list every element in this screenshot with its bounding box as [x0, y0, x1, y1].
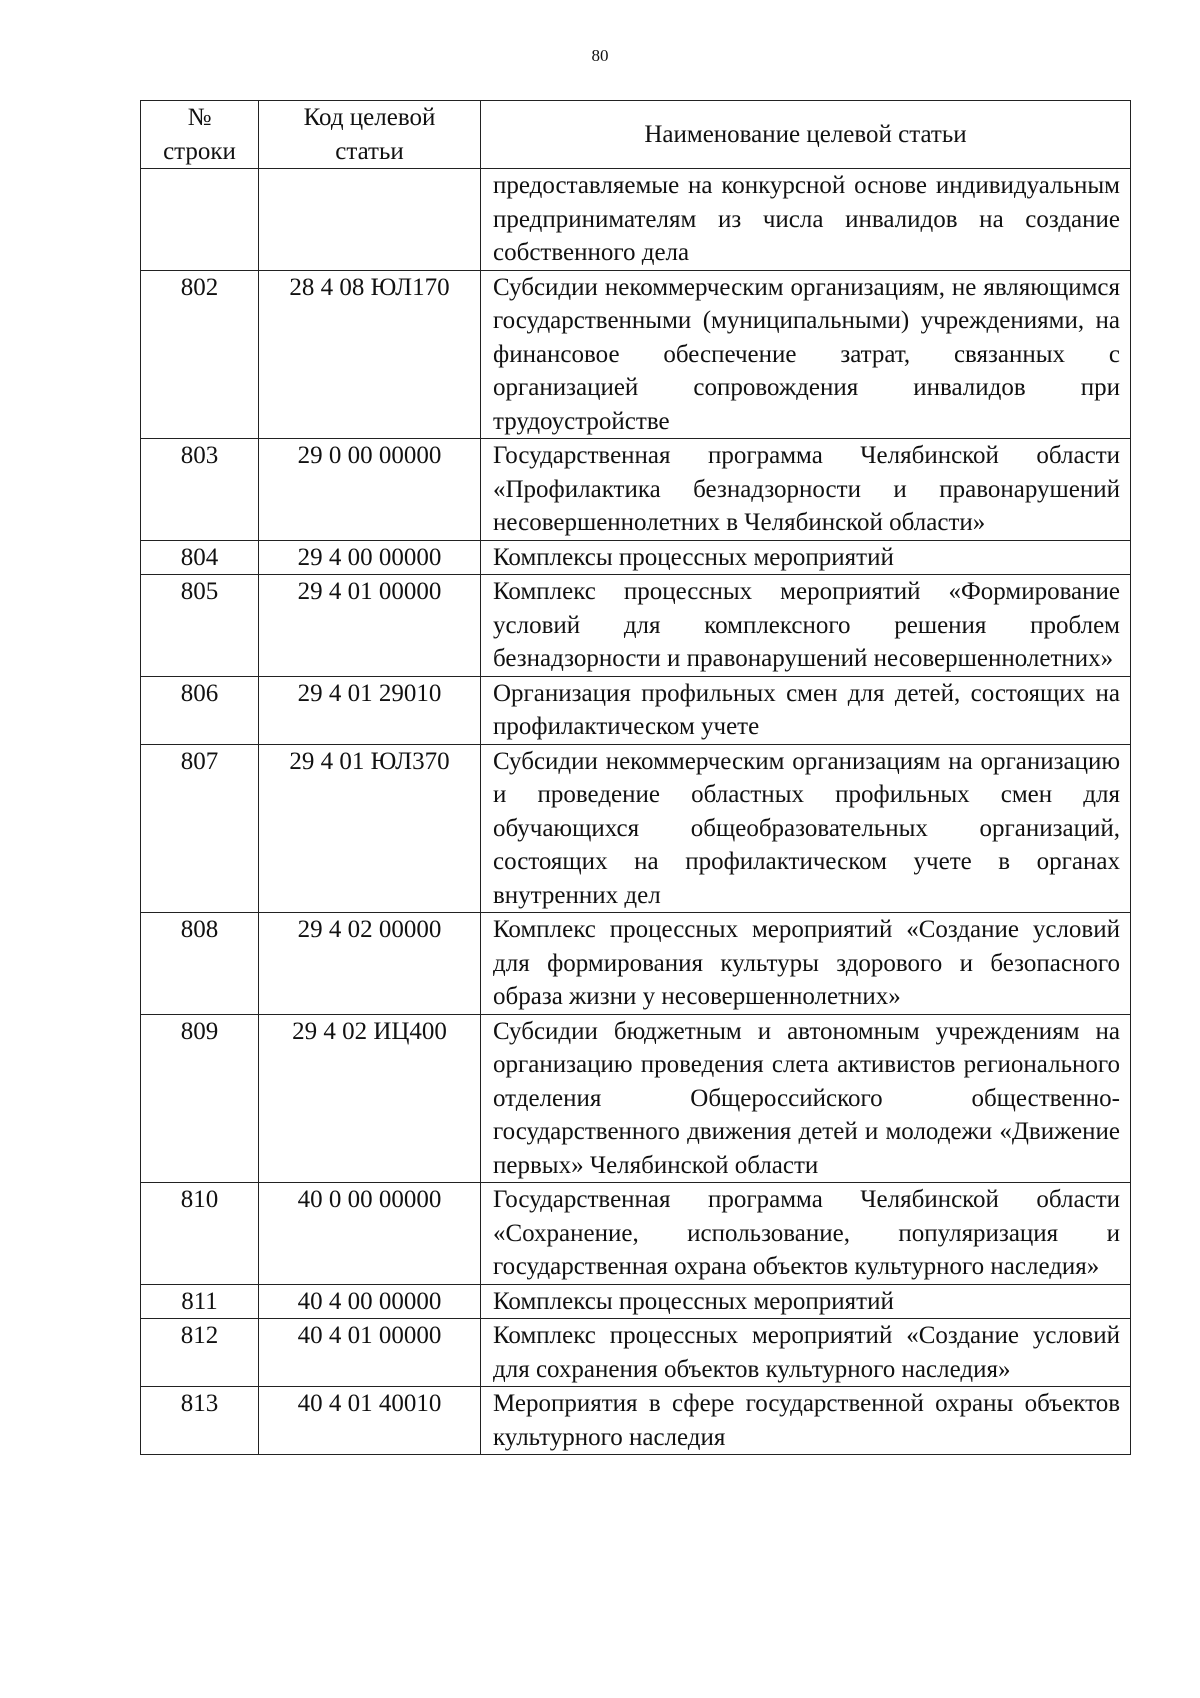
header-row-number-line-1: № — [187, 104, 212, 131]
article-name: Комплекс процессных мероприятий «Создание условий для сохранения объектов культурного наследия» — [481, 1319, 1131, 1387]
table-row — [141, 439, 1131, 541]
table-header-row — [141, 101, 1131, 169]
article-code: 40 4 01 40010 — [259, 1387, 481, 1455]
table-row — [141, 540, 1131, 575]
article-code: 29 4 01 29010 — [259, 676, 481, 744]
row-number — [141, 169, 259, 271]
table-row — [141, 913, 1131, 1015]
row-number: 806 — [141, 676, 259, 744]
table-row — [141, 1284, 1131, 1319]
header-article-code — [259, 101, 481, 169]
article-name: Комплексы процессных мероприятий — [481, 540, 1131, 575]
table-row — [141, 744, 1131, 913]
table-row — [141, 1014, 1131, 1183]
row-number: 811 — [141, 1284, 259, 1319]
article-code: 29 4 00 00000 — [259, 540, 481, 575]
article-name: Мероприятия в сфере государственной охраны объектов культурного наследия — [481, 1387, 1131, 1455]
article-name: Субсидии некоммерческим организациям на организацию и проведение областных профильных смен для обучающихся общеобразовательных организаций, состоящих на профилактическом учете в органах внутренних дел — [481, 744, 1131, 913]
row-number: 813 — [141, 1387, 259, 1455]
header-row-number — [141, 101, 259, 169]
row-number: 812 — [141, 1319, 259, 1387]
header-article-code-line-1: Код целевой — [303, 104, 436, 131]
article-name: Комплекс процессных мероприятий «Формирование условий для комплексного решения проблем безнадзорности и правонарушений несовершеннолетних» — [481, 575, 1131, 677]
row-number: 804 — [141, 540, 259, 575]
page-number: 80 — [591, 46, 609, 65]
header-row-number-line-2: строки — [163, 137, 236, 165]
table-row — [141, 1387, 1131, 1455]
article-code: 40 4 01 00000 — [259, 1319, 481, 1387]
article-name: Организация профильных смен для детей, состоящих на профилактическом учете — [481, 676, 1131, 744]
table-row — [141, 1319, 1131, 1387]
row-number: 802 — [141, 270, 259, 439]
target-articles-table — [140, 100, 1131, 1455]
article-code: 29 4 02 ИЦ400 — [259, 1014, 481, 1183]
row-number: 807 — [141, 744, 259, 913]
table-row — [141, 676, 1131, 744]
row-number: 809 — [141, 1014, 259, 1183]
article-code: 40 4 00 00000 — [259, 1284, 481, 1319]
row-number: 803 — [141, 439, 259, 541]
article-code: 29 4 01 00000 — [259, 575, 481, 677]
table-row — [141, 169, 1131, 271]
article-code: 40 0 00 00000 — [259, 1183, 481, 1285]
row-number: 805 — [141, 575, 259, 677]
header-article-code-line-2: статьи — [335, 137, 404, 165]
article-name: предоставляемые на конкурсной основе индивидуальным предпринимателям из числа инвалидов на создание собственного дела — [481, 169, 1131, 271]
row-number: 810 — [141, 1183, 259, 1285]
article-code: 29 4 01 ЮЛ370 — [259, 744, 481, 913]
article-name: Государственная программа Челябинской области «Сохранение, использование, популяризация и государственная охрана объектов культурного наследия» — [481, 1183, 1131, 1285]
article-name: Субсидии бюджетным и автономным учреждениям на организацию проведения слета активистов регионального отделения Общероссийского общественно-государственного движения детей и молодежи «Движение первых» Челябинской области — [481, 1014, 1131, 1183]
table-row — [141, 270, 1131, 439]
article-name: Субсидии некоммерческим организациям, не являющимся государственными (муниципальными) учреждениями, на финансовое обеспечение затрат, связанных с организацией сопровождения инвалидов при трудоустройстве — [481, 270, 1131, 439]
article-name: Комплексы процессных мероприятий — [481, 1284, 1131, 1319]
article-name: Государственная программа Челябинской области «Профилактика безнадзорности и правонарушений несовершеннолетних в Челябинской области» — [481, 439, 1131, 541]
article-code: 28 4 08 ЮЛ170 — [259, 270, 481, 439]
table-row — [141, 575, 1131, 677]
article-code: 29 4 02 00000 — [259, 913, 481, 1015]
article-name: Комплекс процессных мероприятий «Создание условий для формирования культуры здорового и безопасного образа жизни у несовершеннолетних» — [481, 913, 1131, 1015]
table-row — [141, 1183, 1131, 1285]
article-code — [259, 169, 481, 271]
row-number: 808 — [141, 913, 259, 1015]
header-article-name: Наименование целевой статьи — [481, 101, 1131, 169]
article-code: 29 0 00 00000 — [259, 439, 481, 541]
